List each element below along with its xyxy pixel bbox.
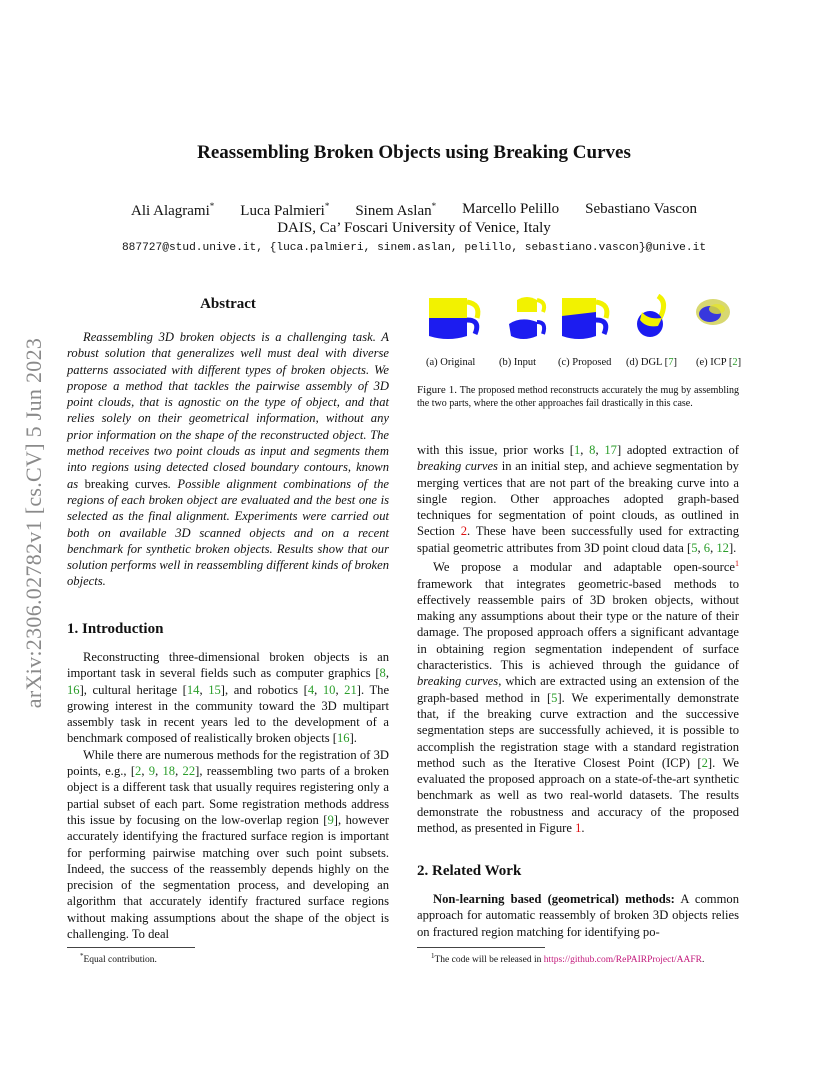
arxiv-id: arXiv:2306.02782v1 [cs.CV] 5 Jun 2023 [21,337,46,709]
repository-link[interactable]: https://github.com/RePAIRProject/AAFR [543,955,702,966]
subcaption-original: (a) Original [426,357,476,368]
abstract-heading: Abstract [200,296,256,312]
paragraph: We propose a modular and adaptable open-source$^1$ framework that integrates geometric-based methods to effectively reassemble pairs of 3D broken objects, without making any assumptions about their type or the nature of their damage. The proposed approach offers a significant advantage in obtaining region segmentation independent of surface characteristics. This is achieved through the guidance of breaking curves, which are extracted using an extension of the graph-based method in [5]. We experimentally demonstrate that, if the breaking curve extraction and the successive segmentation steps are successfully achieved, it is possible to accomplish the registration stage with a standard registration method such as the Iterative Closest Point (ICP) [2]. We evaluated the proposed approach on a state-of-the-art synthetic benchmark as well as two real-world datasets. The results demonstrate the robustness and accuracy of the proposed method, as presented in Figure 1. [417,559,739,836]
figure-caption: Figure 1. The proposed method reconstructs accurately the mug by assembling the two parts, where the other approaches fail drastically in this case. [417,384,739,409]
mug-dgl-image [632,294,672,342]
subcaption-icp: (e) ICP [2] [696,357,742,368]
paragraph: Non-learning based (geometrical) methods: A common approach for automatic reassembly of broken 3D objects relies on fractured region matching for identifying po- [417,892,739,939]
footnote-rule [67,947,195,948]
footnote-equal-contribution: *Equal contribution. [80,952,157,966]
author: Marcello Pelillo [462,201,560,217]
author-emails: 887727@stud.unive.it, {luca.palmieri, sinem.aslan, pelillo, sebastiano.vascon}@unive.it [121,242,707,254]
author-list [0,201,828,220]
paragraph: with this issue, prior works [1, 8, 17] adopted extraction of breaking curves in an initial step, and achieve segmentation by merging vertices that are not part of the breaking curve into a single region. Other approaches adopted graph-based techniques for segmentation of point clouds, as outlined in Section 2. These have been successfully used for extracting spatial geometric attributes from 3D point cloud data [5, 6, 12]. [417,443,740,555]
figure-1 [417,294,739,356]
arxiv-stamp [20,288,48,758]
paragraph: While there are numerous methods for the registration of 3D points, e.g., [2, 9, 18, 22], reassembling two parts of a broken object is a different task that usually requires registering only a partial subset of each part. Some registration methods address this issue by focusing on the low-overlap region [9], however accurately identifying the fractured surface region is important for performing pairwise matching over such point subsets. Indeed, the success of the reassembly depends highly on the precision of the segmentation process, and developing an algorithm that accurately identify fractured surface regions without making assumptions about the shape of the object is challenging. To deal [67,747,390,942]
footnote-rule [417,947,545,948]
intro-body [67,649,389,942]
mug-original-image [426,294,486,342]
paper-title: Reassembling Broken Objects using Breaking Curves [197,142,631,163]
author: Ali Alagrami* [131,201,215,219]
mug-input-image [505,294,555,344]
author: Sinem Aslan* [355,201,437,219]
mug-proposed-image [559,294,615,342]
affiliation: DAIS, Ca’ Foscari University of Venice, Italy [277,220,551,236]
mug-icp-image [693,294,733,334]
section-heading-introduction: 1. Introduction [67,621,164,637]
right-column-body [417,442,739,836]
footnote-code-release: $^1$The code will be released in https://github.com/RePAIRProject/AAFR. [431,952,705,966]
paragraph: Reconstructing three-dimensional broken objects is an important task in several fields such as computer graphics [8, 16], cultural heritage [14, 15], and robotics [4, 10, 21]. The growing interest in the community toward the 3D multipart assembly task in recent years led to the development of a benchmark composed of realistically broken objects [16]. [67,650,390,746]
author: Luca Palmieri* [240,201,330,219]
section-heading-related-work: 2. Related Work [417,863,522,879]
subcaption-dgl: (d) DGL [7] [626,357,677,368]
subcaption-input: (b) Input [499,357,537,368]
author: Sebastiano Vascon [585,201,697,217]
subcaption-proposed: (c) Proposed [558,357,612,368]
related-work-body [417,891,739,940]
abstract-text: Reassembling 3D broken objects is a challenging task. A robust solution that generalizes well must deal with diverse patterns associated with different types of broken objects. We propose a method that tackles the pairwise assembly of 3D point clouds, that is agnostic on the type of object, and that relies solely on their geometrical information, without any prior information on the shape of the reconstructed object. The method receives two point clouds as input and segments them into regions using detected closed boundary contours, known as breaking curves. Possible alignment combinations of the regions of each broken object are evaluated and the best one is selected as the final alignment. Experiments were carried out both on available 3D scanned objects and on a recent benchmark for synthetic broken objects. Results show that our solution performs well in reassembling different kinds of broken objects. [67,330,389,589]
